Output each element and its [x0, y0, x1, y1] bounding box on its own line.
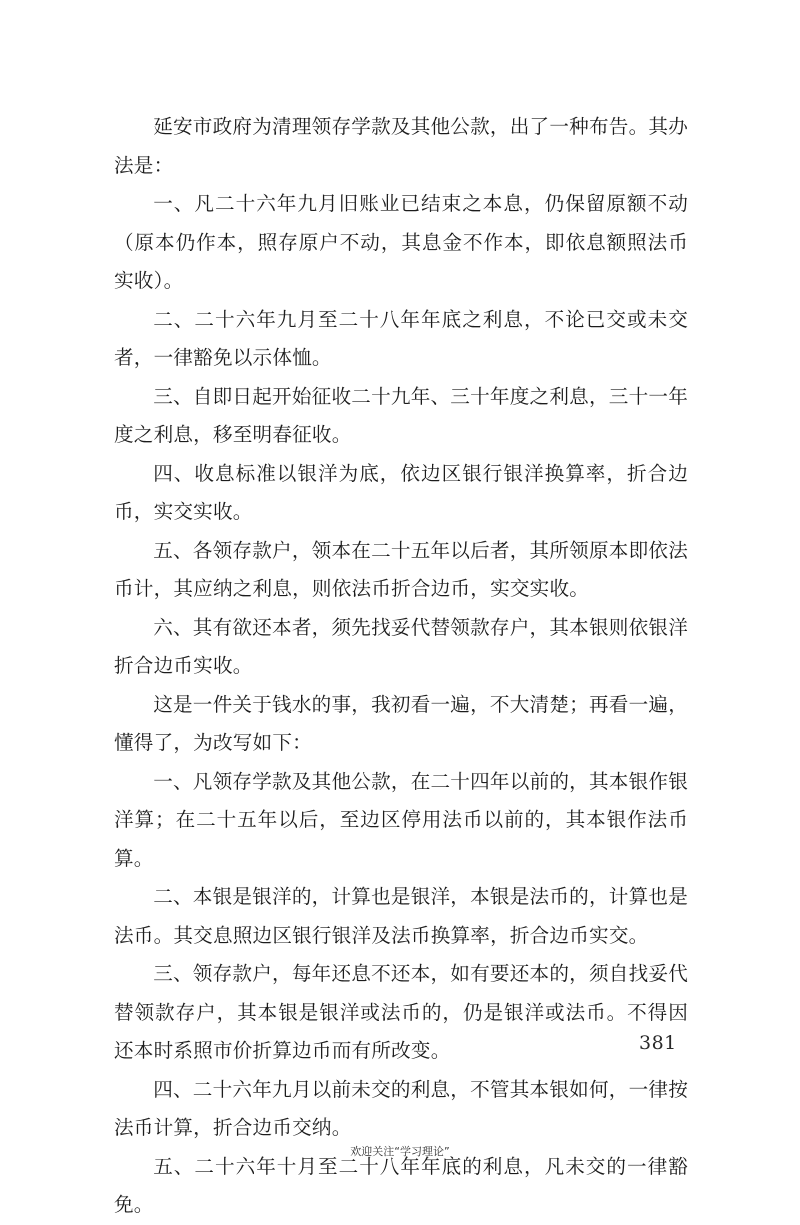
- rewrite-item-4: 四、二十六年九月以前未交的利息，不管其本银如何，一律按法币计算，折合边币交纳。: [114, 1077, 688, 1139]
- notice-item-3: 三、自即日起开始征收二十九年、三十年度之利息，三十一年度之利息，移至明春征收。: [114, 384, 688, 446]
- notice-item-5: 五、各领存款户，领本在二十五年以后者，其所领原本即依法币计，其应纳之利息，则依法币折合边币，实交实收。: [114, 538, 688, 600]
- notice-item-2: 二、二十六年九月至二十八年年底之利息，不论已交或未交者，一律豁免以示体恤。: [114, 307, 688, 369]
- body-text: [114, 108, 688, 1225]
- footer-watermark-text: 欢迎关注“学习理论”: [350, 1145, 450, 1158]
- rewrite-intro-paragraph: 这是一件关于钱水的事，我初看一遍，不大清楚；再看一遍，懂得了，为改写如下：: [114, 692, 688, 754]
- rewrite-item-3: 三、领存款户，每年还息不还本，如有要还本的，须自找妥代替领款存户，其本银是银洋或法币的，仍是银洋或法币。不得因还本时系照市价折算边币而有所改变。: [114, 962, 688, 1062]
- rewrite-item-1: 一、凡领存学款及其他公款，在二十四年以前的，其本银作银洋算；在二十五年以后，至边区停用法币以前的，其本银作法币算。: [114, 769, 688, 870]
- notice-item-6: 六、其有欲还本者，须先找妥代替领款存户，其本银则依银洋折合边币实收。: [114, 615, 688, 677]
- page-number: 381: [639, 1032, 677, 1054]
- intro-paragraph: 延安市政府为清理领存学款及其他公款，出了一种布告。其办法是：: [114, 115, 688, 177]
- rewrite-item-5: 五、二十六年十月至二十八年年底的利息，凡未交的一律豁免。: [114, 1154, 688, 1216]
- notice-item-4: 四、收息标准以银洋为底，依边区银行银洋换算率，折合边币，实交实收。: [114, 461, 688, 523]
- rewrite-item-2: 二、本银是银洋的，计算也是银洋，本银是法币的，计算也是法币。其交息照边区银行银洋及法币换算率，折合边币实交。: [114, 885, 688, 947]
- notice-item-1: 一、凡二十六年九月旧账业已结束之本息，仍保留原额不动（原本仍作本，照存原户不动，其息金不作本，即依息额照法币实收）。: [114, 192, 688, 292]
